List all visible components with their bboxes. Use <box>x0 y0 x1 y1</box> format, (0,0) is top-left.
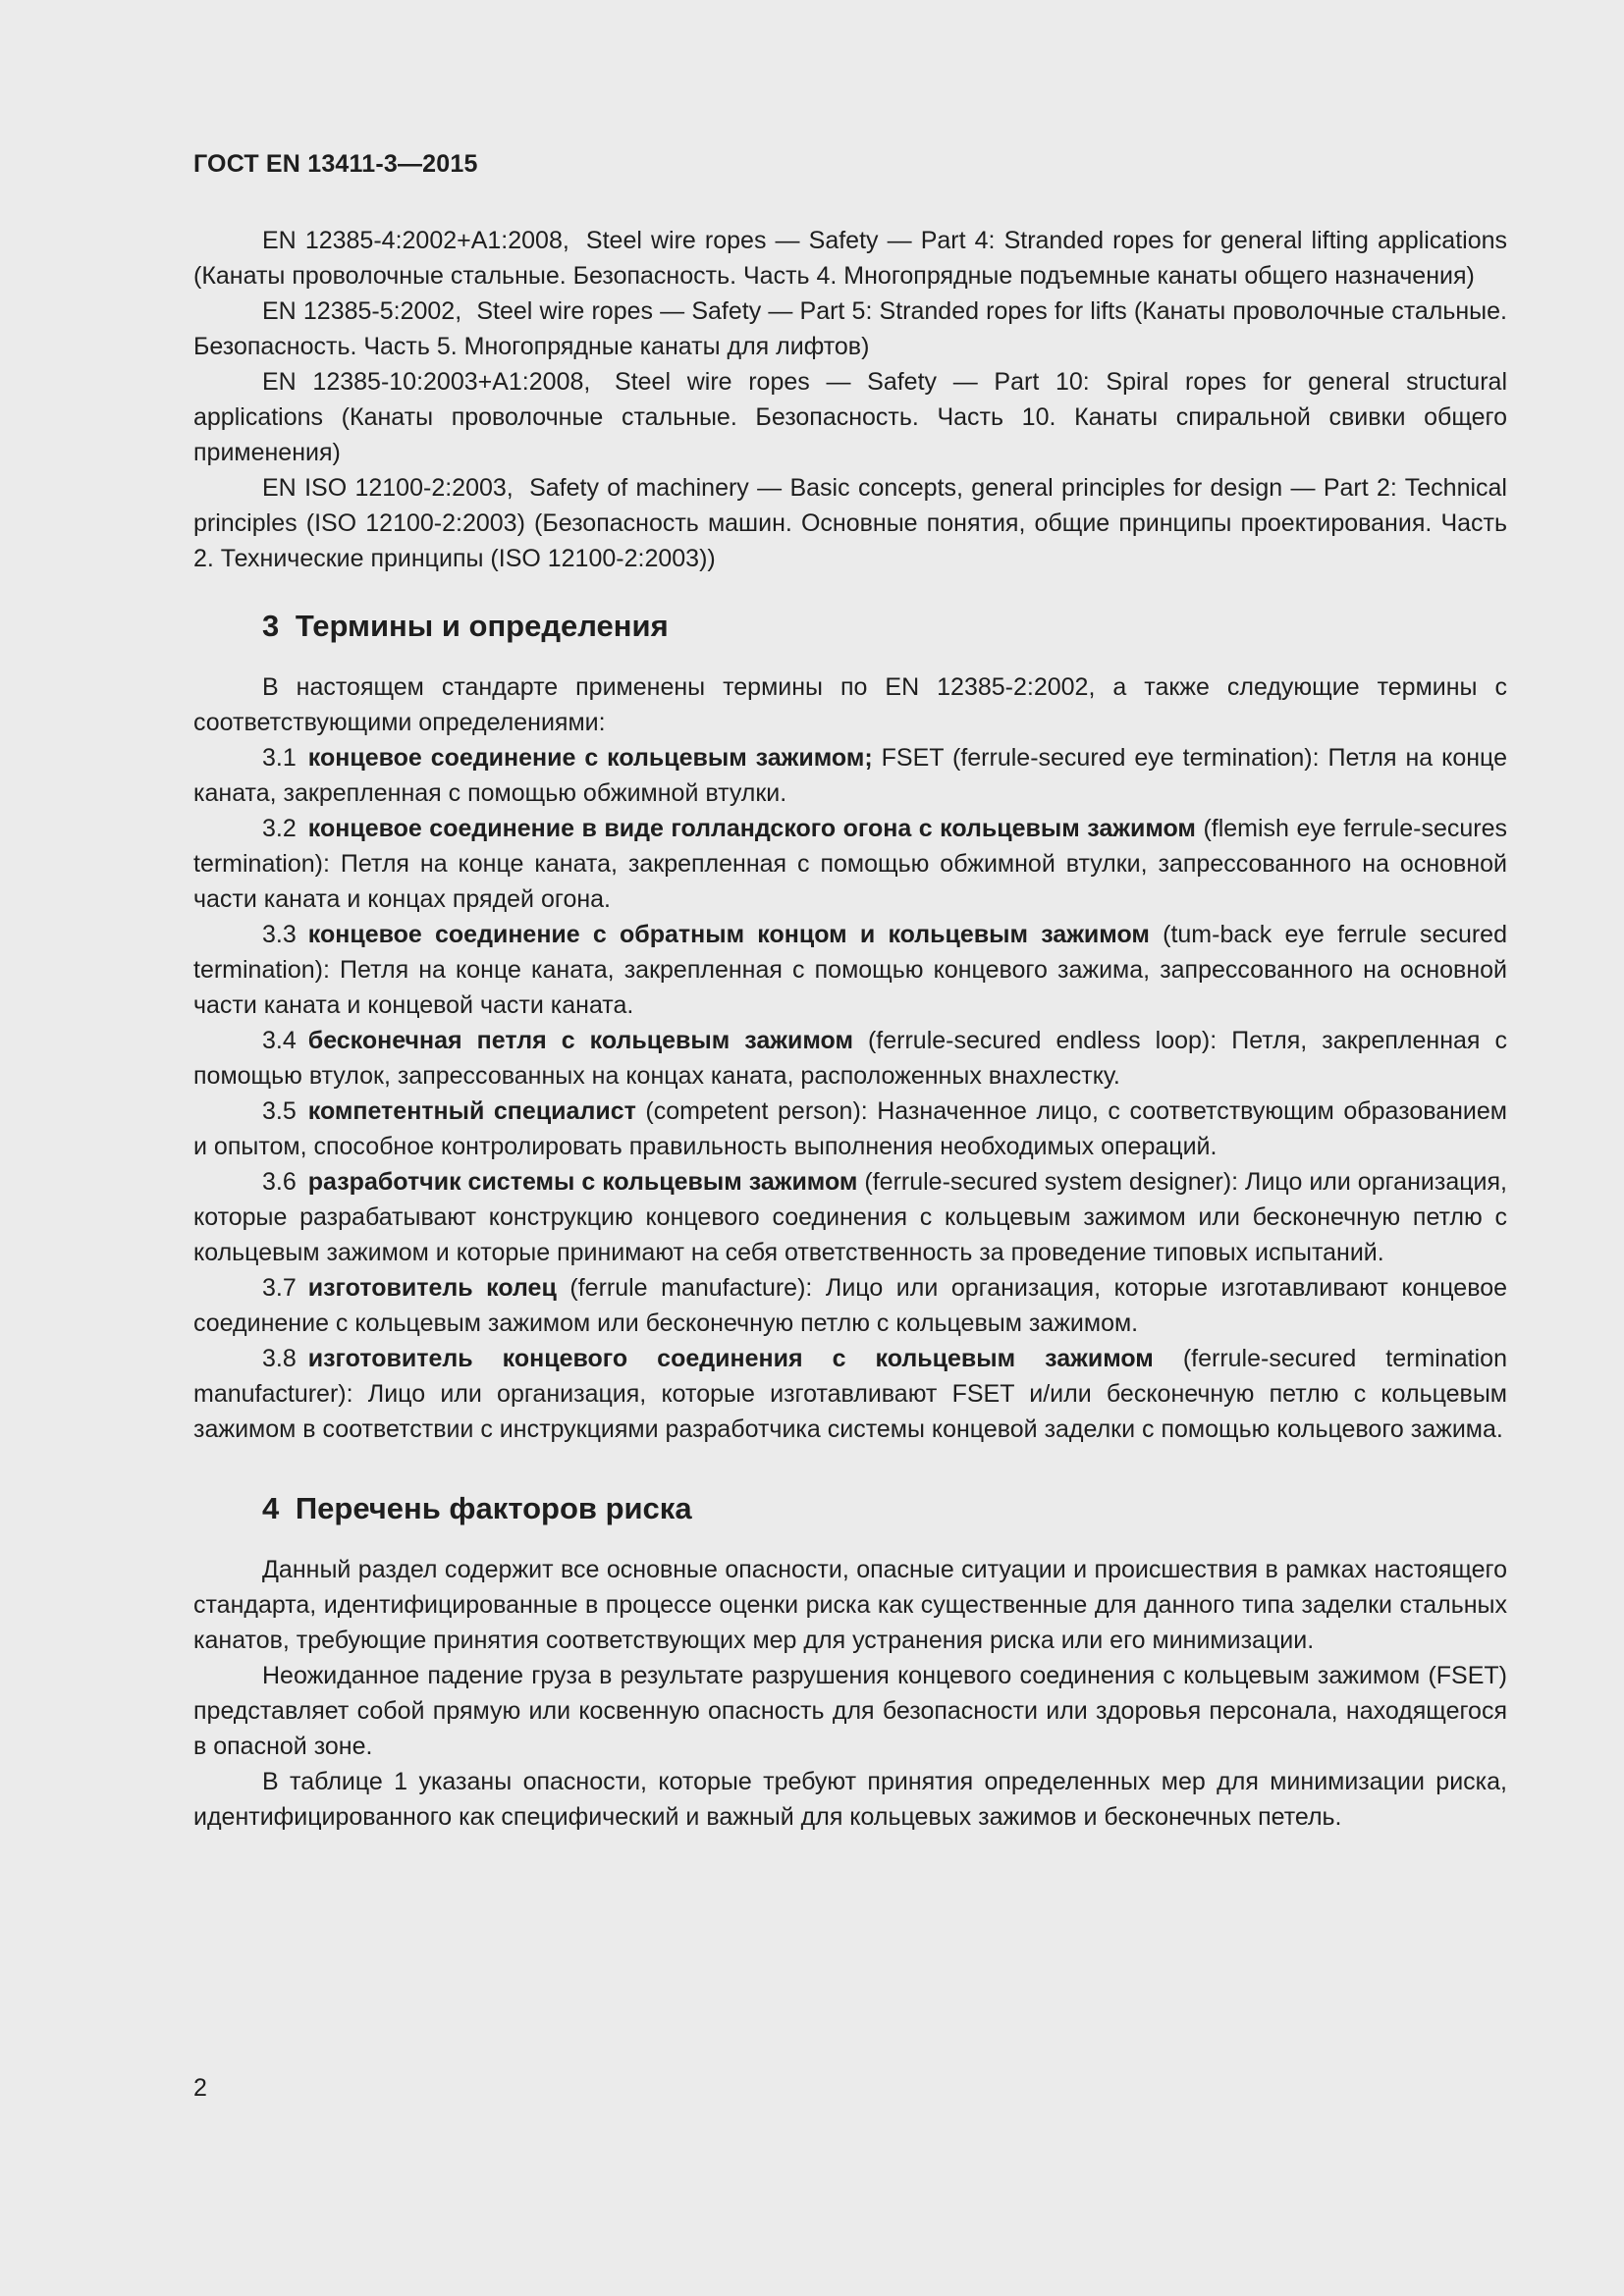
reference-item <box>193 470 1507 576</box>
term-number: 3.7 <box>262 1274 297 1302</box>
section-3-intro: В настоящем стандарте применены термины по EN 12385-2:2002, а также следующие термины с соответствующими определениями: <box>193 673 1507 736</box>
term-definition: (ferrule-secured endless loop): Петля, закрепленная с помощью втулок, запрессованных на концах каната, расположенных внахлестку. <box>193 1027 1507 1090</box>
reference-text: Steel wire ropes — Safety — Part 5: Stranded ropes for lifts (Канаты проволочные стальные. Безопасность. Часть 5. Многопрядные канаты для лифтов) <box>193 297 1508 360</box>
section-4-heading <box>193 1489 1507 1528</box>
term-3-1 <box>193 740 1507 811</box>
page-number: 2 <box>193 2074 207 2102</box>
term-number: 3.6 <box>262 1168 297 1196</box>
section-3-number: 3 <box>262 609 280 643</box>
term-3-7 <box>193 1270 1507 1341</box>
term-3-3 <box>193 917 1507 1023</box>
reference-code: EN 12385-10:2003+A1:2008, <box>262 368 591 396</box>
term-definition: (tum-back eye ferrule secured termination): Петля на конце каната, закрепленная с помощью концевого зажима, запрессованного на основной части каната и концевой части каната. <box>193 921 1507 1019</box>
reference-code: EN 12385-5:2002, <box>262 297 462 325</box>
reference-text: Steel wire ropes — Safety — Part 10: Spiral ropes for general structural applications (Канаты проволочные стальные. Безопасность. Часть 10. Канаты спиральной свивки общего применения) <box>193 368 1507 466</box>
term-name: концевое соединение с кольцевым зажимом; <box>307 744 873 772</box>
reference-item <box>193 223 1507 294</box>
term-3-2 <box>193 811 1507 917</box>
section-4-number: 4 <box>262 1491 280 1525</box>
term-3-8 <box>193 1341 1507 1447</box>
term-name: разработчик системы с кольцевым зажимом <box>307 1168 858 1196</box>
term-3-5 <box>193 1094 1507 1164</box>
reference-code: EN 12385-4:2002+A1:2008, <box>262 227 569 254</box>
term-number: 3.2 <box>262 815 297 842</box>
reference-text: Safety of machinery — Basic concepts, general principles for design — Part 2: Technical principles (ISO 12100-2:2003) (Безопасность машин. Основные понятия, общие принципы проектирования. Часть 2. Технические принципы (ISO 12100-2:2003)) <box>193 474 1507 572</box>
term-name: концевое соединение в виде голландского огона с кольцевым зажимом <box>307 815 1196 842</box>
page-content <box>193 223 1507 1835</box>
section-3-heading <box>193 607 1507 646</box>
term-name: бесконечная петля с кольцевым зажимом <box>307 1027 853 1054</box>
term-definition: FSET (ferrule-secured eye termination): Петля на конце каната, закрепленная с помощью обжимной втулки. <box>193 744 1507 807</box>
document-code-header: ГОСТ EN 13411-3—2015 <box>193 150 478 178</box>
term-name: концевое соединение с обратным концом и кольцевым зажимом <box>307 921 1150 948</box>
term-definition: (ferrule manufacture): Лицо или организация, которые изготавливают концевое соединение с кольцевым зажимом или бесконечную петлю с кольцевым зажимом. <box>193 1274 1508 1337</box>
term-definition: (ferrule-secured system designer): Лицо или организация, которые разрабатывают конструкцию концевого соединения с кольцевым зажимом или бесконечную петлю с кольцевым зажимом и которые принимают на себя ответственность за проведение типовых испытаний. <box>193 1168 1507 1266</box>
term-3-4 <box>193 1023 1507 1094</box>
term-number: 3.1 <box>262 744 297 772</box>
term-number: 3.8 <box>262 1345 297 1372</box>
term-number: 3.3 <box>262 921 297 948</box>
term-number: 3.5 <box>262 1097 297 1125</box>
term-name: изготовитель колец <box>307 1274 557 1302</box>
reference-text: Steel wire ropes — Safety — Part 4: Stranded ropes for general lifting applications (Канаты проволочные стальные. Безопасность. Часть 4. Многопрядные подъемные канаты общего назначения) <box>193 227 1507 290</box>
term-3-6 <box>193 1164 1507 1270</box>
section-4-title: Перечень факторов риска <box>295 1491 692 1525</box>
section-4-paragraph: Данный раздел содержит все основные опасности, опасные ситуации и происшествия в рамках настоящего стандарта, идентифицированные в процессе оценки риска как существенные для данного типа заделки стальных канатов, требующие принятия соответствующих мер для устранения риска или его минимизации. <box>193 1556 1507 1654</box>
term-name: компетентный специалист <box>307 1097 636 1125</box>
term-definition: (competent person): Назначенное лицо, с соответствующим образованием и опытом, способное контролировать правильность выполнения необходимых операций. <box>193 1097 1507 1160</box>
reference-code: EN ISO 12100-2:2003, <box>262 474 514 502</box>
reference-item <box>193 364 1507 470</box>
reference-item <box>193 294 1507 364</box>
term-name: изготовитель концевого соединения с кольцевым зажимом <box>307 1345 1154 1372</box>
term-number: 3.4 <box>262 1027 297 1054</box>
term-definition: (flemish eye ferrule-secures termination): Петля на конце каната, закрепленная с помощью обжимной втулки, запрессованного на основной части каната и концах прядей огона. <box>193 815 1507 913</box>
section-3-title: Термины и определения <box>295 609 669 643</box>
section-4-paragraph: В таблице 1 указаны опасности, которые требуют принятия определенных мер для минимизации риска, идентифицированного как специфический и важный для кольцевых зажимов и бесконечных петель. <box>193 1768 1507 1831</box>
term-definition: (ferrule-secured termination manufacturer): Лицо или организация, которые изготавливают FSET и/или бесконечную петлю с кольцевым зажимом в соответствии с инструкциями разработчика системы концевой заделки с помощью кольцевого зажима. <box>193 1345 1507 1443</box>
section-4-paragraph: Неожиданное падение груза в результате разрушения концевого соединения с кольцевым зажимом (FSET) представляет собой прямую или косвенную опасность для безопасности или здоровья персонала, находящегося в опасной зоне. <box>193 1662 1507 1760</box>
